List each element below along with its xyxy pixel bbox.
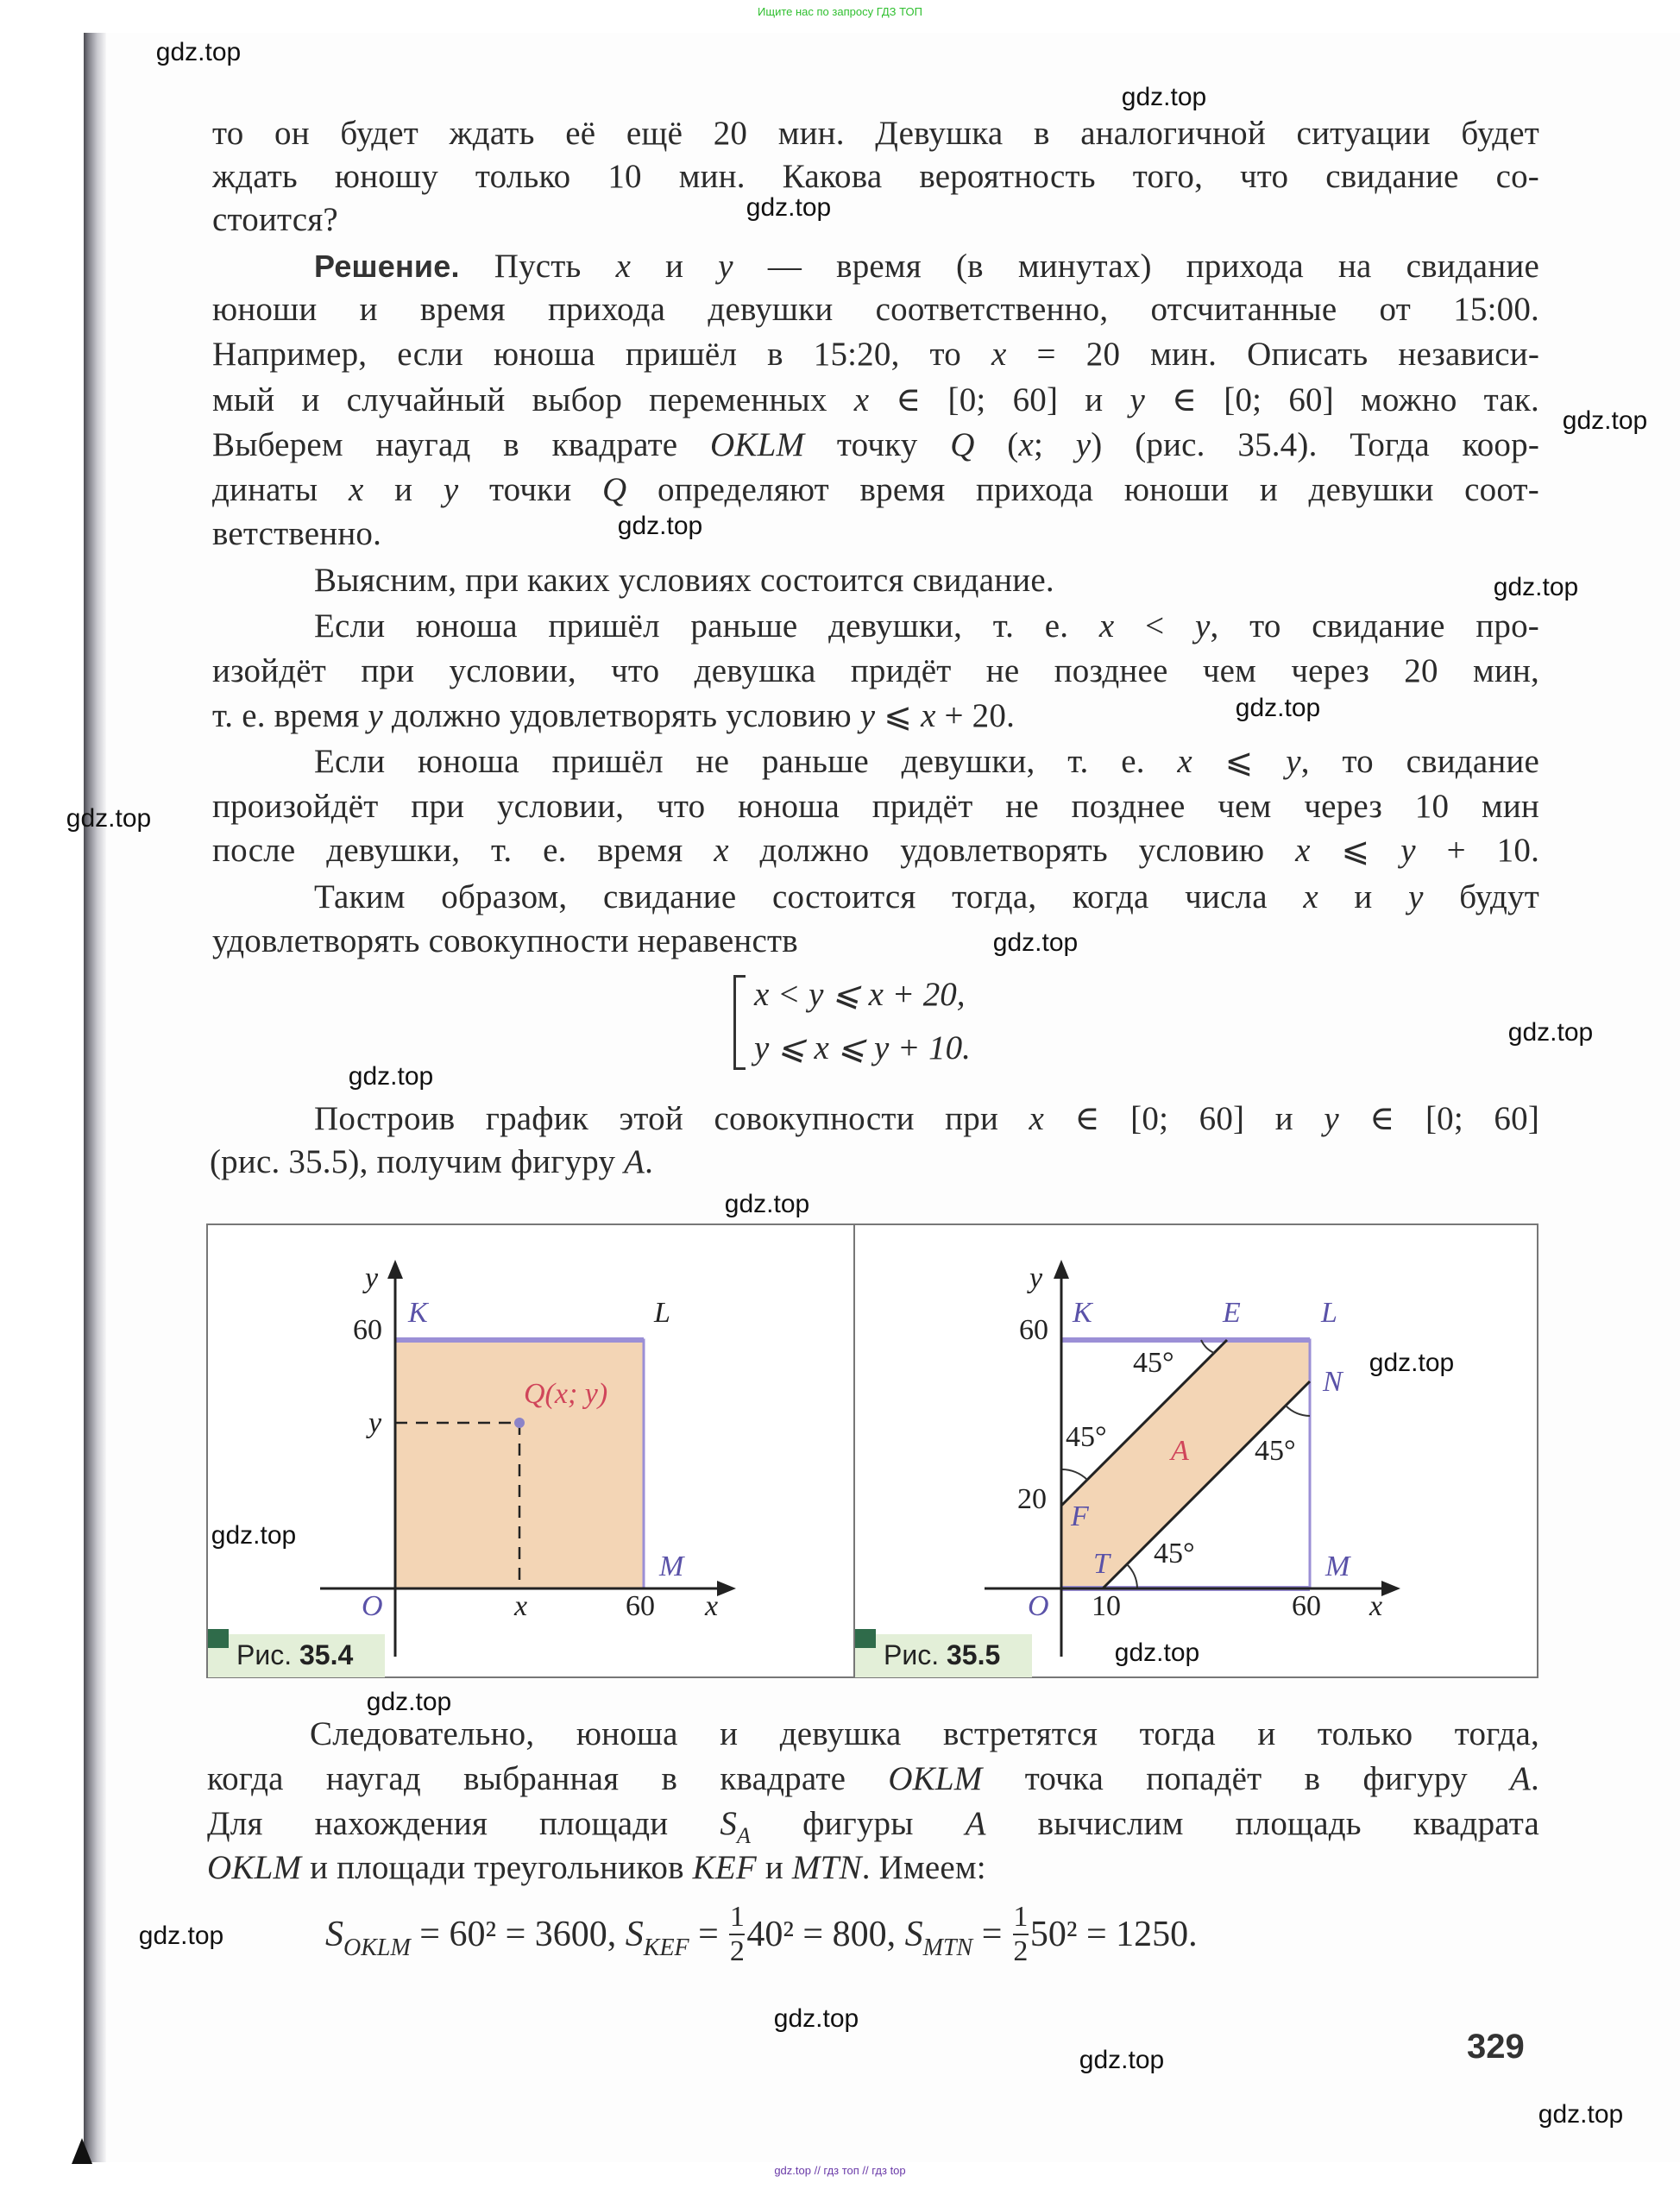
tick-60-y: 60 — [1019, 1314, 1048, 1346]
label-M: M — [659, 1551, 684, 1582]
y-axis-label: y — [1029, 1262, 1043, 1294]
text-segment: ∈ [0; 60] и — [1044, 1100, 1324, 1137]
search-hint-banner: Ищите нас по запросу ГДЗ ТОП — [758, 5, 922, 18]
text-segment: . Имеем: — [861, 1849, 986, 1886]
text-segment: и — [363, 471, 444, 508]
math-variable: y — [1400, 832, 1416, 869]
text-segment: мый и случайный выбор переменных — [212, 381, 854, 418]
math-variable: OKLM — [888, 1760, 983, 1797]
text-segment: Пусть — [459, 248, 616, 285]
label-A: A — [1171, 1435, 1189, 1467]
label-K: K — [408, 1297, 428, 1329]
text-line — [212, 919, 1539, 964]
watermark-text: gdz.top — [1235, 694, 1321, 722]
math-variable: A — [965, 1805, 986, 1842]
watermark-text: gdz.top — [1493, 573, 1579, 601]
watermark-text: gdz.top — [724, 1190, 810, 1218]
label-L: L — [654, 1297, 670, 1329]
text-segment: Построив график этой совокупности при — [314, 1100, 1029, 1137]
text-segment: ∈ [0; 60] — [1338, 1100, 1539, 1137]
numerator: 1 — [729, 1901, 745, 1933]
math-variable: y — [368, 697, 383, 734]
text-line — [314, 558, 1539, 603]
text-line — [212, 828, 1539, 873]
text-segment: (рис. 35.5), получим фигуру — [210, 1143, 625, 1180]
text-line — [212, 111, 1539, 156]
math-variable: y — [1408, 878, 1424, 915]
text-segment: ⩽ — [1192, 743, 1287, 780]
label-L: L — [1321, 1297, 1337, 1329]
area-symbol: S — [904, 1915, 923, 1954]
text-segment: , то свидание про- — [1210, 607, 1539, 645]
equals: = — [689, 1915, 728, 1954]
tick-10: 10 — [1092, 1590, 1121, 1622]
math-variable: y — [1286, 743, 1301, 780]
text-segment: когда наугад выбранная в квадрате — [207, 1760, 889, 1797]
label-O: O — [362, 1590, 383, 1622]
watermark-text: gdz.top — [1369, 1349, 1455, 1377]
text-segment: должно удовлетворять условию — [728, 832, 1296, 869]
text-line — [212, 512, 1539, 557]
text-segment: то он будет ждать её ещё 20 мин. Девушка в аналогичной ситуации будет — [212, 115, 1539, 152]
watermark-text: gdz.top — [66, 804, 152, 833]
caption-marker — [855, 1629, 876, 1648]
figure-caption — [208, 1634, 385, 1677]
area-symbol: S — [625, 1915, 644, 1954]
text-segment: и — [1318, 878, 1409, 915]
text-line — [207, 1802, 1539, 1846]
text-segment: т. е. время — [212, 697, 368, 734]
label-F: F — [1071, 1500, 1089, 1532]
x-axis-arrow-icon — [1381, 1581, 1400, 1596]
math-variable: x — [1303, 878, 1318, 915]
label-x-coord: x — [514, 1590, 528, 1622]
text-line — [212, 332, 1539, 377]
text-segment: ( — [974, 426, 1019, 463]
watermark-text: gdz.top — [1114, 1639, 1200, 1667]
caption-prefix: Рис. — [236, 1639, 293, 1670]
text-segment: ∈ [0; 60] и — [869, 381, 1130, 418]
page-number: 329 — [1467, 2028, 1525, 2066]
text-segment: и — [756, 1849, 792, 1886]
angle-label-N: 45° — [1255, 1435, 1296, 1467]
math-variable: A — [1510, 1760, 1532, 1797]
watermark-text: gdz.top — [138, 1922, 224, 1950]
text-line — [314, 244, 1539, 289]
page-binding-shadow — [84, 33, 106, 2162]
caption-number: 35.4 — [299, 1639, 354, 1670]
text-line — [212, 378, 1539, 423]
solution-heading: Решение. — [314, 248, 460, 284]
text-segment: и — [631, 248, 719, 285]
text-segment: < — [1114, 607, 1195, 645]
text-segment: ветственно. — [212, 515, 382, 552]
math-variable: y — [859, 697, 876, 734]
footer-links[interactable]: gdz.top // гдз топ // гдз top — [774, 2164, 906, 2177]
text-line — [310, 1712, 1539, 1757]
watermark-text: gdz.top — [1121, 83, 1207, 111]
point-Q — [514, 1418, 525, 1428]
math-variable: S — [720, 1805, 738, 1842]
denominator: 2 — [1013, 1935, 1029, 1967]
fraction-half — [1013, 1903, 1029, 1966]
text-segment: точку — [804, 426, 951, 463]
text-segment: ; — [1034, 426, 1076, 463]
watermark-text: gdz.top — [1079, 2046, 1165, 2074]
text-segment: и площади треугольников — [301, 1849, 693, 1886]
watermark-text: gdz.top — [348, 1062, 434, 1091]
math-variable: x — [348, 471, 364, 508]
label-y-coord: y — [368, 1407, 382, 1439]
angle-label-T: 45° — [1154, 1538, 1195, 1569]
math-variable: x — [1029, 1100, 1045, 1137]
math-variable: Q — [602, 471, 627, 508]
text-segment: будут — [1423, 878, 1539, 915]
math-variable: Q — [950, 426, 975, 463]
text-segment: изойдёт при условии, что девушка придёт не позднее чем через 20 мин, — [212, 652, 1539, 689]
text-segment: ⩽ — [875, 697, 922, 734]
area-symbol: S — [325, 1915, 343, 1954]
formula-part-2: 40² = 800, — [746, 1915, 905, 1954]
y-axis-arrow-icon — [387, 1260, 403, 1279]
text-segment: динаты — [212, 471, 349, 508]
label-N: N — [1323, 1366, 1343, 1398]
math-variable: OKLM — [207, 1849, 302, 1886]
math-variable: y — [443, 471, 459, 508]
text-segment: вычислим площадь квадрата — [985, 1805, 1539, 1842]
math-variable: A — [737, 1823, 752, 1846]
formula-part-1: = 60² = 3600, — [410, 1915, 626, 1954]
watermark-text: gdz.top — [992, 928, 1079, 957]
text-line — [212, 784, 1539, 829]
subscript-OKLM: OKLM — [343, 1934, 411, 1961]
text-segment: должно удовлетворять условию — [382, 697, 860, 734]
x-axis-label: x — [1369, 1590, 1383, 1622]
text-line — [314, 739, 1539, 784]
tick-60-x: 60 — [1292, 1590, 1321, 1622]
figure-35-4-plot — [208, 1225, 857, 1680]
text-segment: Для нахождения площади — [207, 1805, 720, 1842]
angle-label-E: 45° — [1133, 1347, 1174, 1379]
text-segment: ⩽ — [1310, 832, 1401, 869]
text-segment: Если юноша пришёл раньше девушки, т. е. — [314, 607, 1099, 645]
watermark-text: gdz.top — [1538, 2100, 1624, 2129]
equals: = — [972, 1915, 1011, 1954]
math-variable: y — [1324, 1100, 1339, 1137]
caption-prefix: Рис. — [884, 1639, 940, 1670]
text-line — [314, 875, 1539, 920]
label-M: M — [1325, 1551, 1350, 1582]
text-segment: Выберем наугад в квадрате — [212, 426, 711, 463]
label-O: O — [1028, 1590, 1049, 1622]
text-line — [212, 649, 1539, 694]
watermark-text: gdz.top — [1507, 1018, 1594, 1047]
text-segment: удовлетворять совокупности неравенств — [212, 922, 798, 959]
text-line — [314, 1097, 1539, 1142]
subscript-MTN: MTN — [922, 1934, 973, 1961]
text-line — [212, 423, 1539, 468]
caption-marker — [208, 1629, 229, 1648]
text-segment: Следовательно, юноша и девушка встретятся тогда и только тогда, — [310, 1715, 1539, 1752]
subscript-KEF: KEF — [643, 1934, 689, 1961]
text-segment: определяют время прихода юноши и девушки соот- — [626, 471, 1539, 508]
text-line — [212, 154, 1539, 199]
math-variable: y — [1075, 426, 1092, 463]
text-segment: стоится? — [212, 201, 338, 238]
text-line — [207, 1757, 1539, 1802]
watermark-text: gdz.top — [773, 2004, 859, 2033]
math-variable: OKLM — [710, 426, 805, 463]
text-line — [314, 604, 1539, 649]
label-Q: Q(x; y) — [524, 1378, 608, 1410]
fraction-half — [729, 1903, 745, 1966]
figure-caption — [855, 1634, 1032, 1677]
area-formula — [325, 1903, 1198, 1989]
watermark-text: gdz.top — [211, 1521, 297, 1550]
text-segment: ∈ [0; 60] можно так. — [1144, 381, 1539, 418]
numerator: 1 — [1013, 1901, 1029, 1933]
denominator: 2 — [729, 1935, 745, 1967]
watermark-text: gdz.top — [746, 193, 832, 222]
math-variable: x — [1177, 743, 1192, 780]
y-axis-label: y — [365, 1262, 379, 1294]
watermark-text: gdz.top — [155, 38, 242, 66]
math-variable: x — [1018, 426, 1034, 463]
text-segment: Если юноша пришёл не раньше девушки, т. е. — [314, 743, 1178, 780]
text-line — [210, 1140, 1539, 1185]
math-variable: x — [1295, 832, 1311, 869]
text-line — [207, 1846, 1539, 1890]
text-line — [212, 287, 1539, 332]
math-variable: KEF — [692, 1849, 757, 1886]
text-line — [212, 468, 1539, 513]
text-segment: после девушки, т. е. время — [212, 832, 714, 869]
watermark-text: gdz.top — [617, 512, 703, 540]
math-variable: A — [624, 1143, 645, 1180]
x-axis-arrow-icon — [717, 1581, 736, 1596]
tick-20: 20 — [1017, 1483, 1047, 1515]
text-segment: . — [645, 1143, 654, 1180]
math-variable: x — [991, 336, 1007, 373]
text-segment: юноши и время прихода девушки соответственно, отсчитанные от 15:00. — [212, 291, 1539, 328]
angle-label-F: 45° — [1066, 1421, 1107, 1453]
math-variable: x — [853, 381, 870, 418]
binding-corner — [72, 2138, 92, 2164]
inequality-1: x < y ⩽ x + 20, — [754, 976, 966, 1013]
watermark-text: gdz.top — [1562, 406, 1648, 435]
math-variable: MTN — [791, 1849, 862, 1886]
inequality-2: y ⩽ x ⩽ y + 10. — [754, 1029, 971, 1066]
text-segment: , то свидание — [1300, 743, 1539, 780]
text-segment: произойдёт при условии, что юноша придёт не позднее чем через 10 мин — [212, 788, 1539, 825]
tick-60-y: 60 — [353, 1314, 382, 1346]
text-segment: фигуры — [751, 1805, 966, 1842]
text-line — [212, 198, 1539, 242]
text-segment: Выясним, при каких условиях состоится свидание. — [314, 562, 1054, 599]
text-segment: — время (в минутах) прихода на свидание — [733, 248, 1539, 285]
caption-number: 35.5 — [947, 1639, 1001, 1670]
figure-35-4 — [206, 1223, 855, 1678]
figure-35-5-plot — [855, 1225, 1540, 1680]
system-bracket — [733, 975, 746, 1070]
watermark-text: gdz.top — [366, 1688, 452, 1716]
formula-part-3: 50² = 1250. — [1029, 1915, 1198, 1954]
math-variable: y — [1194, 607, 1211, 645]
text-line — [212, 694, 1539, 739]
label-E: E — [1223, 1297, 1241, 1329]
text-segment: ) (рис. 35.4). Тогда коор- — [1091, 426, 1539, 463]
text-segment: + 10. — [1415, 832, 1539, 869]
text-segment: = 20 мин. Описать независи- — [1006, 336, 1539, 373]
math-variable: x — [1098, 607, 1115, 645]
text-segment: Таким образом, свидание состоится тогда, когда числа — [314, 878, 1304, 915]
math-variable: y — [1129, 381, 1145, 418]
label-K: K — [1073, 1297, 1092, 1329]
tick-60-x: 60 — [626, 1590, 655, 1622]
label-T: T — [1093, 1548, 1110, 1580]
math-variable: x — [615, 248, 632, 285]
text-segment: точка попадёт в фигуру — [982, 1760, 1511, 1797]
math-variable: x — [714, 832, 729, 869]
text-segment: + 20. — [935, 697, 1016, 734]
math-variable: y — [718, 248, 733, 285]
math-variable: x — [921, 697, 936, 734]
x-axis-label: x — [705, 1590, 719, 1622]
text-segment: ждать юношу только 10 мин. Какова вероятность того, что свидание со- — [212, 158, 1539, 195]
y-axis-arrow-icon — [1054, 1260, 1069, 1279]
text-segment: . — [1531, 1760, 1539, 1797]
text-segment: Например, если юноша пришёл в 15:20, то — [212, 336, 991, 373]
figure-35-5 — [853, 1223, 1538, 1678]
text-segment: точки — [458, 471, 603, 508]
